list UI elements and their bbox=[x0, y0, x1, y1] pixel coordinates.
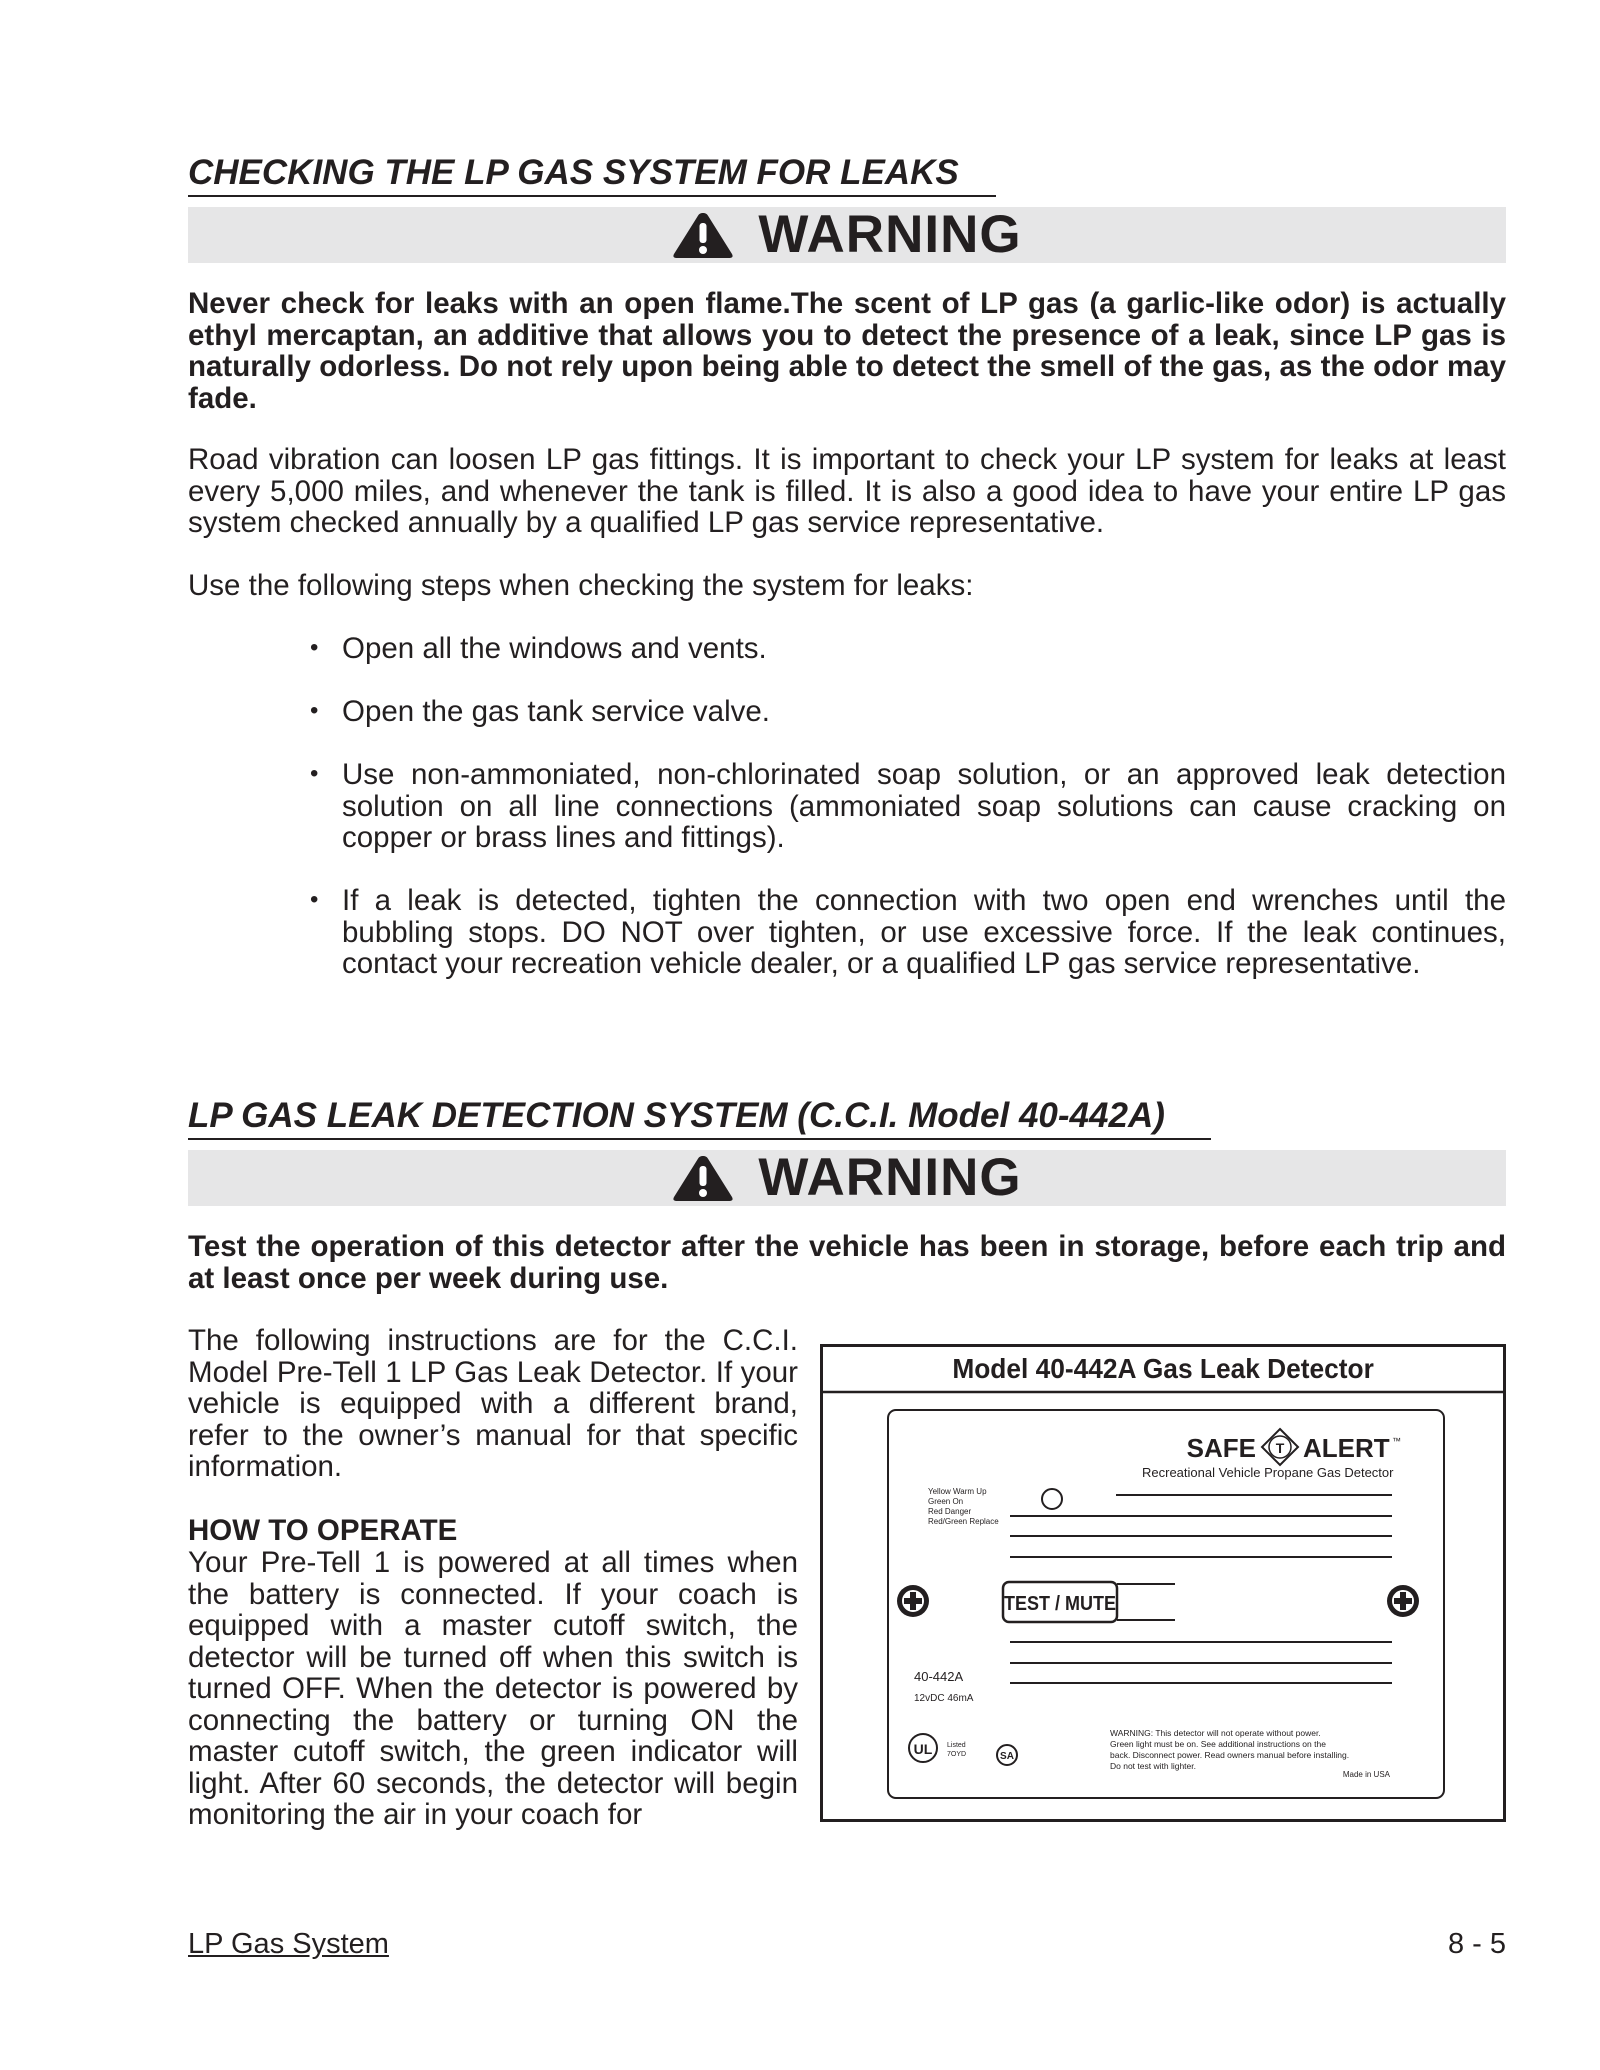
trademark: ™ bbox=[1392, 1436, 1401, 1446]
brand-mark: T bbox=[1275, 1440, 1285, 1456]
warning-text: Never check for leaks with an open flame.The scent of LP gas (a garlic-like odor) is actually ethyl mercaptan, an additive that allows you to detect the presence of a leak, since LP gas is naturally odorless. Do not rely upon being able to detect the smell of the gas, as the odor may fade. bbox=[188, 287, 1506, 415]
section-title-leaks: CHECKING THE LP GAS SYSTEM FOR LEAKS bbox=[188, 153, 959, 192]
brand-subtitle: Recreational Vehicle Propane Gas Detector bbox=[1142, 1465, 1394, 1480]
ul-logo-icon bbox=[909, 1734, 937, 1762]
csa-mark: SA bbox=[1000, 1751, 1014, 1762]
intro-paragraph: The following instructions are for the C.C.I. Model Pre-Tell 1 LP Gas Leak Detector. If your vehicle is equipped with a different brand, refer to the owner’s manual for that specific information. bbox=[188, 1324, 798, 1483]
figure-title: Model 40-442A Gas Leak Detector bbox=[952, 1352, 1374, 1385]
bullet-icon: • bbox=[310, 634, 319, 661]
list-item: Use non-ammoniated, non-chlorinated soap solution, or an approved leak detection solution on all line connections (ammoniated soap solutions can cause cracking on copper or brass lines and fittings). bbox=[342, 758, 1506, 854]
list-item: If a leak is detected, tighten the connection with two open end wrenches until the bubbling stops. DO NOT over tighten, or use excessive force. If the leak continues, contact your recreation vehicle dealer, or a qualified LP gas service representative. bbox=[342, 884, 1506, 980]
legend-line: Red/Green Replace bbox=[928, 1517, 999, 1526]
label-warning-line: WARNING: This detector will not operate without power. bbox=[1110, 1728, 1321, 1738]
list-item: Open the gas tank service valve. bbox=[342, 695, 770, 728]
screw-icon bbox=[1387, 1585, 1419, 1617]
legend-line: Yellow Warm Up bbox=[928, 1487, 987, 1496]
label-warning-line: Do not test with lighter. bbox=[1110, 1761, 1196, 1771]
brand-right: ALERT bbox=[1303, 1433, 1390, 1463]
csa-logo-icon bbox=[997, 1745, 1017, 1765]
warning-banner bbox=[188, 207, 1506, 263]
label-warning-line: Green light must be on. See additional instructions on the bbox=[1110, 1739, 1326, 1749]
how-to-operate-text: Your Pre-Tell 1 is powered at all times when the battery is connected. If your coach is equipped with a master cutoff switch, the detector will be turned off when this switch is turned OFF. When the detector is powered by connecting the battery or turning ON the master cutoff switch, the green indicator will light. After 60 seconds, the detector will begin monitoring the air in your coach for bbox=[188, 1546, 798, 1831]
detector-figure bbox=[820, 1344, 1506, 1822]
brand-left: SAFE bbox=[1186, 1433, 1256, 1463]
indicator-light-icon bbox=[1042, 1489, 1062, 1509]
ul-listed: Listed bbox=[947, 1742, 966, 1749]
label-warning-line: back. Disconnect power. Read owners manual before installing. bbox=[1110, 1750, 1350, 1760]
title-rule bbox=[188, 195, 996, 197]
ul-mark: UL bbox=[913, 1741, 933, 1757]
made-in: Made in USA bbox=[1342, 1770, 1390, 1779]
list-item: Open all the windows and vents. bbox=[342, 632, 767, 665]
paragraph: Use the following steps when checking the system for leaks: bbox=[188, 569, 974, 602]
model-number: 40-442A bbox=[914, 1669, 964, 1684]
footer-section-name: LP Gas System bbox=[188, 1928, 389, 1960]
how-to-operate-heading: HOW TO OPERATE bbox=[188, 1514, 458, 1547]
test-mute-label: TEST / MUTE bbox=[1004, 1593, 1116, 1616]
screw-icon bbox=[897, 1585, 929, 1617]
bullet-icon: • bbox=[310, 697, 319, 724]
section-title-detection: LP GAS LEAK DETECTION SYSTEM (C.C.I. Model 40-442A) bbox=[188, 1096, 1165, 1135]
paragraph: Road vibration can loosen LP gas fittings. It is important to check your LP system for leaks at least every 5,000 miles, and whenever the tank is filled. It is also a good idea to have your entire LP gas system checked annually by a qualified LP gas service representative. bbox=[188, 443, 1506, 539]
bullet-icon: • bbox=[310, 760, 319, 787]
warning-label: WARNING bbox=[758, 1148, 1022, 1207]
bullet-icon: • bbox=[310, 886, 319, 913]
legend-line: Green On bbox=[928, 1497, 964, 1506]
warning-label: WARNING bbox=[758, 205, 1022, 264]
title-rule bbox=[188, 1138, 1211, 1140]
ul-code: 7OYD bbox=[947, 1751, 967, 1758]
warning-banner bbox=[188, 1150, 1506, 1206]
warning-triangle-icon bbox=[672, 211, 734, 259]
detector-diagram bbox=[820, 1344, 1506, 1822]
warning-triangle-icon bbox=[672, 1154, 734, 1202]
legend-line: Red Danger bbox=[928, 1507, 972, 1516]
page-number: 8 - 5 bbox=[1447, 1928, 1506, 1960]
warning-text: Test the operation of this detector after the vehicle has been in storage, before each trip and at least once per week during use. bbox=[188, 1230, 1506, 1295]
power-rating: 12vDC 46mA bbox=[914, 1693, 974, 1704]
